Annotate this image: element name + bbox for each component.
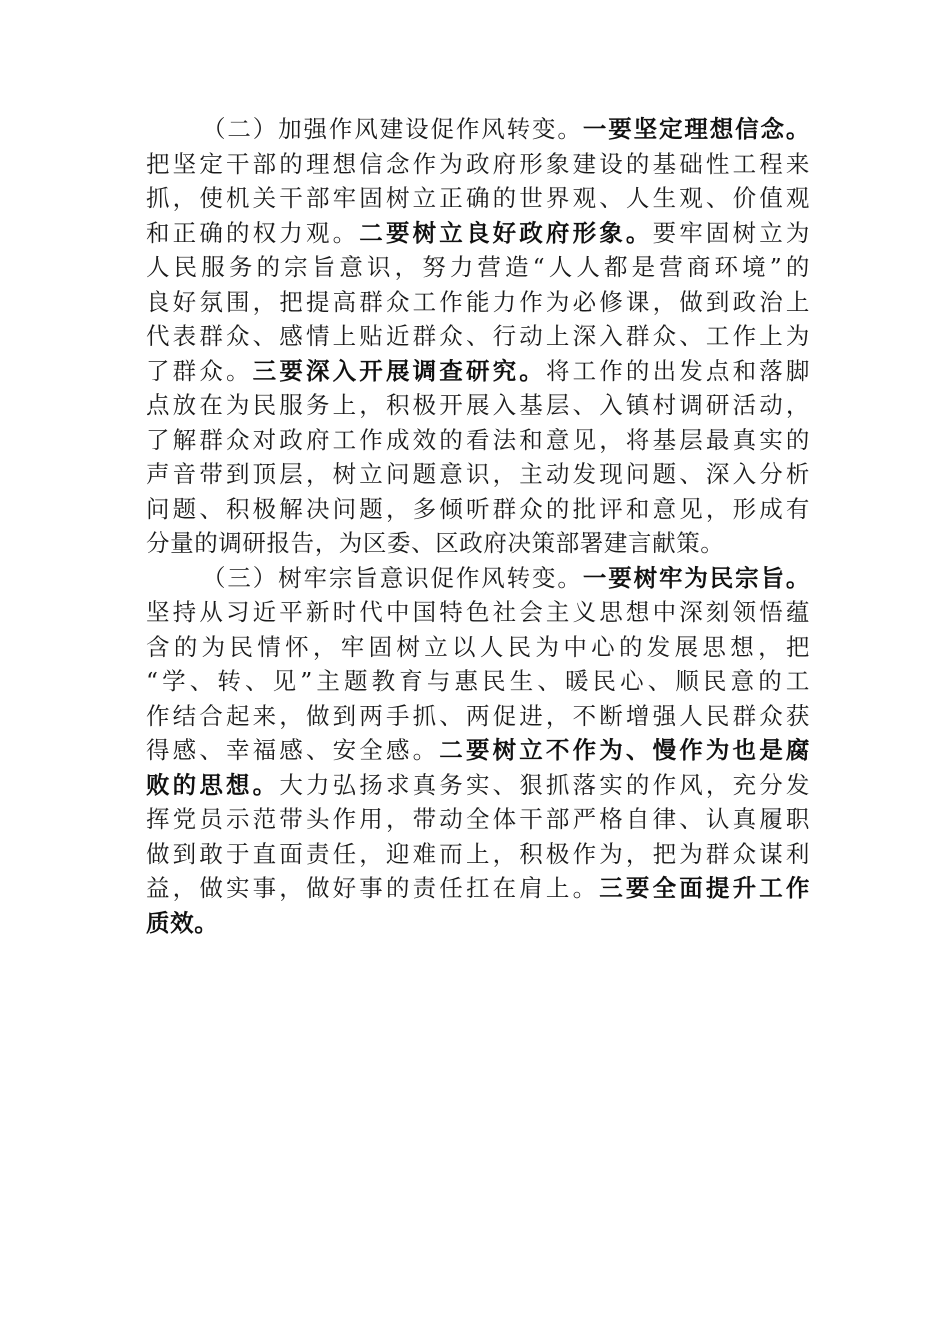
text-line bbox=[146, 354, 810, 389]
bold-text-run: 败的思想。 bbox=[146, 770, 280, 799]
text-line bbox=[146, 802, 810, 837]
text-run: 问题、积极解决问题，多倾听群众的批评和意见，形成有 bbox=[146, 494, 810, 523]
text-line bbox=[146, 147, 810, 182]
text-run: 人民服务的宗旨意识，努力营造“人人都是营商环境”的 bbox=[146, 253, 810, 281]
text-line bbox=[146, 181, 810, 216]
text-run: 大力弘扬求真务实、狠抓落实的作风，充分发 bbox=[279, 770, 810, 799]
text-run: 坚持从习近平新时代中国特色社会主义思想中深刻领悟蕴 bbox=[146, 598, 810, 626]
text-line bbox=[146, 319, 810, 354]
bold-text-run: 二要树立良好政府形象。 bbox=[359, 218, 653, 247]
text-line bbox=[146, 388, 810, 423]
text-run: 作结合起来，做到两手抓、两促进，不断增强人民群众获 bbox=[146, 701, 810, 730]
text-run: （二）加强作风建设促作风转变。 bbox=[202, 115, 583, 143]
text-run: 了解群众对政府工作成效的看法和意见，将基层最真实的 bbox=[146, 425, 810, 454]
text-line bbox=[146, 250, 810, 285]
text-run: 良好氛围，把提高群众工作能力作为必修课，做到政治上 bbox=[146, 287, 810, 316]
paragraph bbox=[146, 112, 810, 561]
text-run: （三）树牢宗旨意识促作风转变。 bbox=[202, 563, 583, 592]
paragraph bbox=[146, 561, 810, 941]
bold-text-run: 三要深入开展调查研究。 bbox=[252, 356, 546, 385]
bold-text-run: 一要树牢为民宗旨。 bbox=[582, 563, 811, 592]
text-run: 将工作的出发点和落脚 bbox=[545, 356, 810, 385]
text-line bbox=[146, 561, 810, 596]
text-run: “学、转、见”主题教育与惠民生、暖民心、顺民意的工 bbox=[146, 667, 810, 695]
text-line bbox=[146, 285, 810, 320]
text-line bbox=[146, 112, 810, 147]
text-line bbox=[146, 906, 810, 941]
bold-text-run: 三要全面提升工作 bbox=[599, 874, 810, 902]
text-line bbox=[146, 526, 810, 561]
text-run: 分量的调研报告，为区委、区政府决策部署建言献策。 bbox=[146, 529, 725, 557]
text-run: 挥党员示范带头作用，带动全体干部严格自律、认真履职 bbox=[146, 805, 810, 833]
document-body bbox=[146, 112, 810, 940]
text-run: 和正确的权力观。 bbox=[146, 218, 360, 247]
text-line bbox=[146, 492, 810, 527]
text-run: 点放在为民服务上，积极开展入基层、入镇村调研活动， bbox=[146, 391, 810, 419]
bold-text-run: 二要树立不作为、慢作为也是腐 bbox=[439, 736, 810, 764]
text-line bbox=[146, 630, 810, 665]
text-line bbox=[146, 595, 810, 630]
text-line bbox=[146, 457, 810, 492]
text-line bbox=[146, 768, 810, 803]
text-run: 了群众。 bbox=[146, 356, 253, 385]
text-line bbox=[146, 871, 810, 906]
text-run: 做到敢于直面责任，迎难而上，积极作为，把为群众谋利 bbox=[146, 839, 810, 868]
text-line bbox=[146, 699, 810, 734]
text-run: 声音带到顶层，树立问题意识，主动发现问题、深入分析 bbox=[146, 460, 810, 488]
text-run: 抓，使机关干部牢固树立正确的世界观、人生观、价值观 bbox=[146, 184, 810, 212]
bold-text-run: 一要坚定理想信念。 bbox=[582, 115, 811, 143]
text-run: 含的为民情怀，牢固树立以人民为中心的发展思想，把 bbox=[146, 632, 810, 661]
text-line bbox=[146, 423, 810, 458]
text-run: 得感、幸福感、安全感。 bbox=[146, 736, 440, 764]
text-run: 益，做实事，做好事的责任扛在肩上。 bbox=[146, 874, 600, 902]
text-line bbox=[146, 216, 810, 251]
text-line bbox=[146, 664, 810, 699]
text-run: 把坚定干部的理想信念作为政府形象建设的基础性工程来 bbox=[146, 149, 810, 178]
text-line bbox=[146, 733, 810, 768]
bold-text-run: 质效。 bbox=[146, 908, 219, 937]
text-line bbox=[146, 837, 810, 872]
text-run: 代表群众、感情上贴近群众、行动上深入群众、工作上为 bbox=[146, 322, 810, 350]
text-run: 要牢固树立为 bbox=[652, 218, 810, 247]
